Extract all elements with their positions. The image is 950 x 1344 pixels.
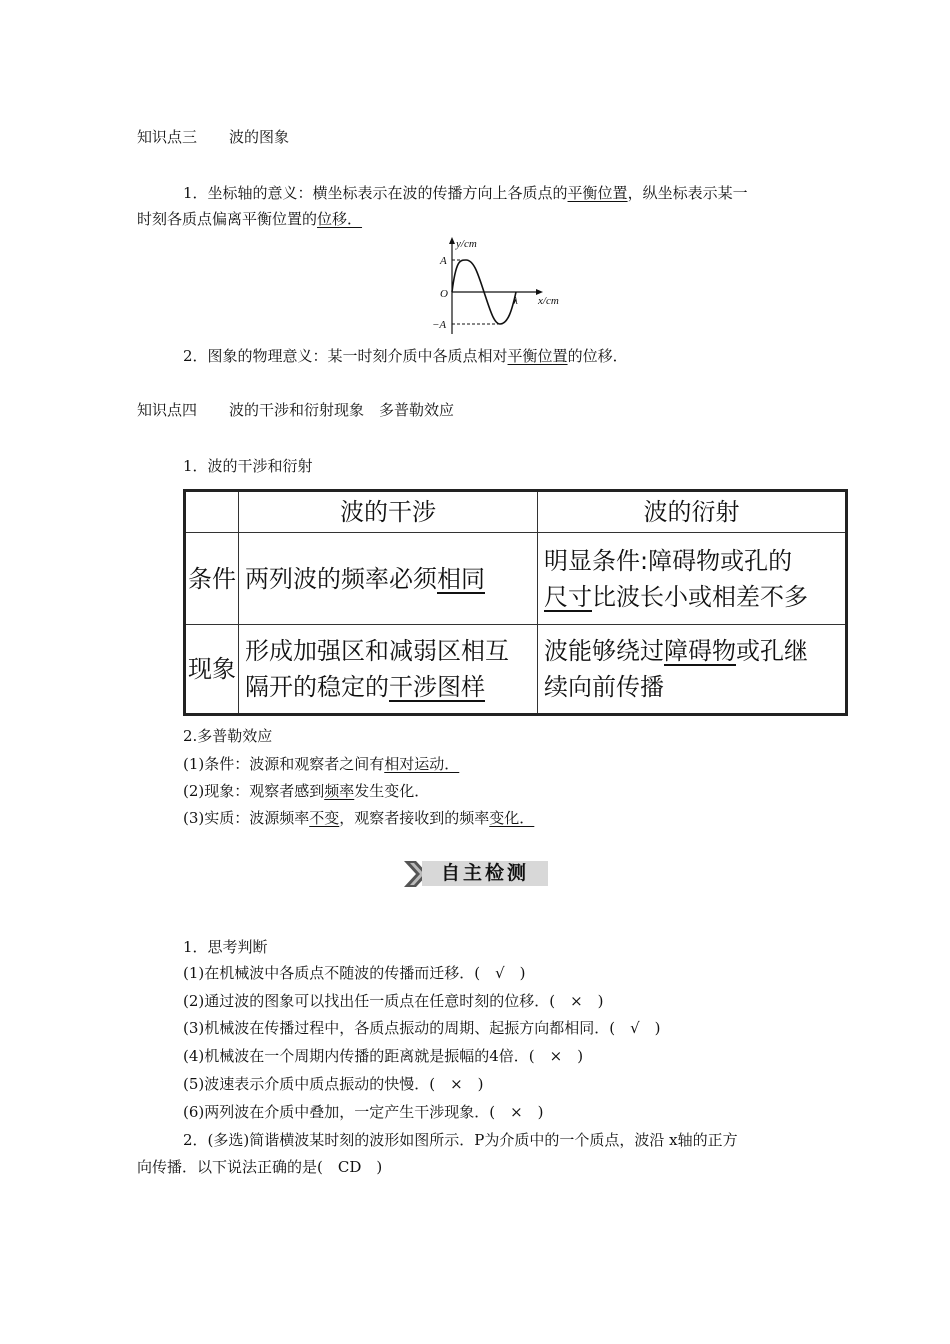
text: 续向前传播: [544, 673, 664, 701]
doppler-line2: [183, 781, 429, 801]
header-diffraction: 波的衍射: [538, 491, 847, 533]
wavelength-label: λ: [513, 295, 518, 307]
table-header-row: [185, 491, 847, 533]
text: 发生变化．: [354, 782, 430, 800]
blank-answer: 相对运动．: [384, 755, 460, 773]
text: (3)实质：波源频率: [183, 809, 310, 827]
negative-amplitude-label: −A: [432, 319, 447, 331]
doppler-line1: [183, 754, 459, 774]
text: 时刻各质点偏离平衡位置的: [137, 210, 318, 228]
row-label-condition: 条件: [185, 533, 239, 625]
origin-label: O: [440, 288, 448, 300]
blank-answer: 位移．: [317, 210, 363, 228]
check-item: (5)波速表示介质中质点振动的快慢．( × ): [183, 1075, 484, 1093]
blank-answer: 不变: [309, 809, 340, 827]
check-item: (6)两列波在介质中叠加，一定产生干涉现象．( × ): [183, 1103, 544, 1121]
x-axis-label: x/cm: [538, 295, 559, 307]
section3-item2: [183, 346, 628, 366]
cell-diffraction-condition: [538, 533, 847, 625]
text: 两列波的频率必须: [245, 564, 437, 593]
self-check-banner: [402, 857, 549, 887]
table-row-condition: [185, 533, 847, 625]
text: ，观察者接收到的频率: [339, 809, 490, 827]
check-item: (2)通过波的图象可以找出任一质点在任意时刻的位移．( × ): [183, 992, 604, 1010]
blank-answer: 变化．: [489, 809, 535, 827]
amplitude-label: A: [440, 255, 447, 267]
section4-number: 知识点四: [137, 401, 198, 419]
cell-interference-condition: [239, 533, 538, 625]
blank-answer: 相同: [437, 564, 485, 593]
blank-answer: 频率: [324, 782, 355, 800]
cell-diffraction-phenomenon: [538, 625, 847, 715]
section3-number: 知识点三: [137, 128, 198, 146]
section3-title: 波的图象: [229, 128, 290, 146]
table-corner-cell: [185, 491, 239, 533]
blank-answer: 平衡位置: [567, 184, 628, 202]
blank-answer: 障碍物: [664, 637, 736, 665]
blank-answer: 干涉图样: [389, 673, 485, 701]
text: (2)现象：观察者感到: [183, 782, 325, 800]
text: 波能够绕过: [544, 637, 664, 665]
banner-label: 自主检测: [440, 862, 529, 884]
interference-diffraction-table: [183, 489, 848, 716]
blank-answer: 尺寸: [544, 582, 592, 611]
text: 的位移．: [567, 347, 628, 365]
cell-interference-phenomenon: [239, 625, 538, 715]
text: (1)条件：波源和观察者之间有: [183, 755, 385, 773]
row-label-phenomenon: 现象: [185, 625, 239, 715]
check-item: (3)机械波在传播过程中，各质点振动的周期、起振方向都相同．( √ ): [183, 1019, 661, 1037]
section4-title: 波的干涉和衍射现象 多普勒效应: [229, 401, 455, 419]
y-axis-label: y/cm: [456, 238, 477, 250]
y-axis-arrow: [449, 237, 455, 244]
text: ，纵坐标表示某一: [627, 184, 748, 202]
question2-line2: 向传播．以下说法正确的是( CD ): [137, 1158, 383, 1176]
check-title: 1．思考判断: [183, 938, 268, 956]
text: 2．图象的物理意义：某一时刻介质中各质点相对: [183, 347, 508, 365]
blank-answer: 平衡位置: [507, 347, 568, 365]
text: 形成加强区和减弱区相互: [245, 637, 509, 665]
section3-heading: [137, 127, 289, 147]
wave-graph: [420, 234, 580, 336]
section3-item1-line1: [183, 183, 748, 203]
text: 1．坐标轴的意义：横坐标表示在波的传播方向上各质点的: [183, 184, 568, 202]
text: 明显条件:障碍物或孔的: [544, 546, 793, 575]
text: 比波长小或相差不多: [592, 582, 808, 611]
section3-item1-line2: [137, 209, 362, 229]
check-item: (4)机械波在一个周期内传播的距离就是振幅的4倍．( × ): [183, 1047, 584, 1065]
doppler-title: 2.多普勒效应: [183, 727, 273, 745]
section4-sub1: 1．波的干涉和衍射: [183, 457, 313, 475]
header-interference: 波的干涉: [239, 491, 538, 533]
text: 或孔继: [736, 637, 808, 665]
check-item: (1)在机械波中各质点不随波的传播而迁移．( √ ): [183, 964, 526, 982]
table-row-phenomenon: [185, 625, 847, 715]
doppler-line3: [183, 808, 534, 828]
question2-line1: 2．(多选)简谐横波某时刻的波形如图所示．P为介质中的一个质点，波沿 x轴的正方: [183, 1131, 738, 1149]
text: 隔开的稳定的: [245, 673, 389, 701]
section4-heading: [137, 400, 454, 420]
